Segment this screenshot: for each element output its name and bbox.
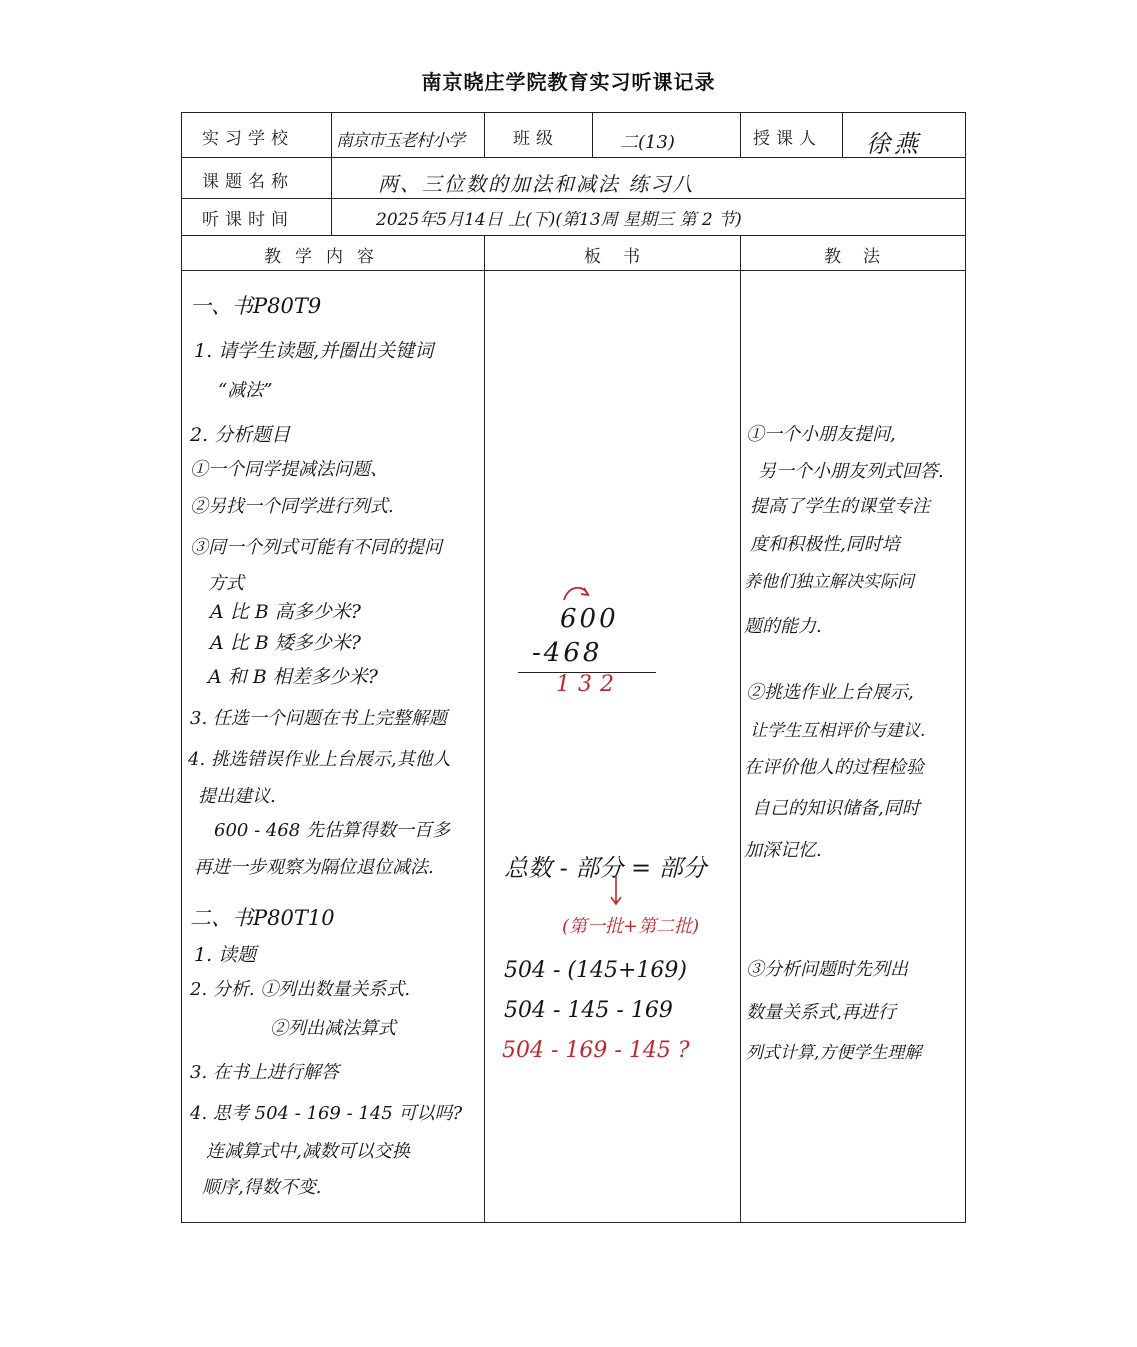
col-divider	[740, 235, 741, 1223]
content-line: ①一个同学提减法问题、	[190, 459, 388, 480]
column-header-board: 板书	[584, 247, 662, 267]
method-line: ③分析问题时先列出	[746, 959, 908, 980]
content-line: 3. 在书上进行解答	[190, 1062, 339, 1083]
col-divider	[484, 112, 485, 157]
method-line: ①一个小朋友提问,	[746, 424, 896, 445]
row-divider	[181, 270, 966, 271]
row-divider	[181, 157, 966, 158]
content-line: 600 - 468 先估算得数一百多	[214, 820, 450, 841]
board-expression: 504 - 145 - 169	[504, 998, 673, 1023]
content-line: 4. 思考 504 - 169 - 145 可以吗?	[190, 1103, 463, 1124]
board-expression: 504 - 169 - 145 ?	[502, 1038, 690, 1063]
content-line: ②列出减法算式	[270, 1018, 396, 1039]
content-line: 2. 分析. ①列出数量关系式.	[190, 979, 411, 1000]
content-line: 4. 挑选错误作业上台展示,其他人	[188, 749, 451, 770]
content-line: ③同一个列式可能有不同的提问	[190, 537, 442, 558]
class-value: 二(13)	[620, 132, 675, 153]
method-line: 加深记忆.	[744, 840, 822, 861]
school-label: 实习学校	[202, 129, 294, 149]
board-subtrahend: -468	[532, 638, 603, 668]
content-line: ②另找一个同学进行列式.	[190, 496, 394, 517]
row-divider	[181, 235, 966, 236]
content-line: A 比 B 矮多少米?	[210, 632, 361, 654]
content-line: 2. 分析题目	[190, 424, 291, 446]
method-line: 让学生互相评价与建议.	[750, 721, 926, 741]
teacher-label: 授课人	[753, 129, 822, 149]
row-divider	[181, 198, 966, 199]
method-line: 另一个小朋友列式回答.	[758, 461, 944, 482]
column-header-content: 教学内容	[264, 247, 388, 267]
time-value: 2025年5月14日 上(下)(第13周 星期三 第 2 节)	[376, 210, 742, 230]
topic-label: 课题名称	[202, 172, 294, 192]
method-line: 在评价他人的过程检验	[744, 757, 924, 778]
method-line: 提高了学生的课堂专注	[750, 496, 930, 517]
method-line: 数量关系式,再进行	[746, 1002, 896, 1023]
method-line: 自己的知识储备,同时	[752, 798, 920, 819]
method-line: ②挑选作业上台展示,	[746, 682, 914, 703]
col-divider	[331, 112, 332, 235]
method-line: 题的能力.	[744, 616, 822, 637]
content-line: 1. 读题	[194, 944, 257, 966]
content-line: 提出建议.	[198, 786, 276, 807]
method-line: 列式计算,方便学生理解	[746, 1043, 922, 1063]
content-line: 1. 请学生读题,并圈出关键词	[194, 340, 434, 362]
page-title: 南京晓庄学院教育实习听课记录	[421, 70, 716, 94]
relation-arrow	[606, 873, 626, 907]
content-line: 3. 任选一个问题在书上完整解题	[190, 708, 447, 729]
time-label: 听课时间	[202, 210, 294, 230]
board-minuend: 600	[560, 604, 619, 634]
content-line: 顺序,得数不变.	[202, 1177, 322, 1198]
board-relation-note: (第一批+第二批)	[562, 916, 700, 937]
content-line: 再进一步观察为隔位退位减法.	[194, 857, 434, 878]
col-divider	[592, 112, 593, 157]
class-label: 班级	[513, 129, 559, 149]
col-divider	[740, 112, 741, 157]
column-header-method: 教法	[824, 247, 902, 267]
borrow-arrow	[560, 582, 600, 606]
teacher-value: 徐燕	[866, 130, 922, 158]
content-line: 方式	[208, 573, 244, 594]
content-line: 连减算式中,减数可以交换	[206, 1141, 410, 1162]
board-result: 132	[556, 672, 622, 697]
col-divider	[842, 112, 843, 157]
content-line: “减法”	[218, 380, 273, 401]
col-divider	[484, 235, 485, 1223]
content-line: A 和 B 相差多少米?	[208, 666, 378, 688]
board-expression: 504 - (145+169)	[504, 958, 687, 983]
school-value: 南京市玉老村小学	[336, 131, 464, 151]
board-relation: 总数 - 部分 = 部分	[504, 854, 707, 882]
method-line: 度和积极性,同时培	[750, 534, 900, 555]
content-line: 二、书P80T10	[190, 906, 335, 930]
content-line: A 比 B 高多少米?	[210, 601, 361, 623]
content-line: 一、书P80T9	[190, 294, 322, 318]
method-line: 养他们独立解决实际问	[744, 572, 914, 592]
topic-value: 两、三位数的加法和减法 练习八	[378, 172, 695, 196]
